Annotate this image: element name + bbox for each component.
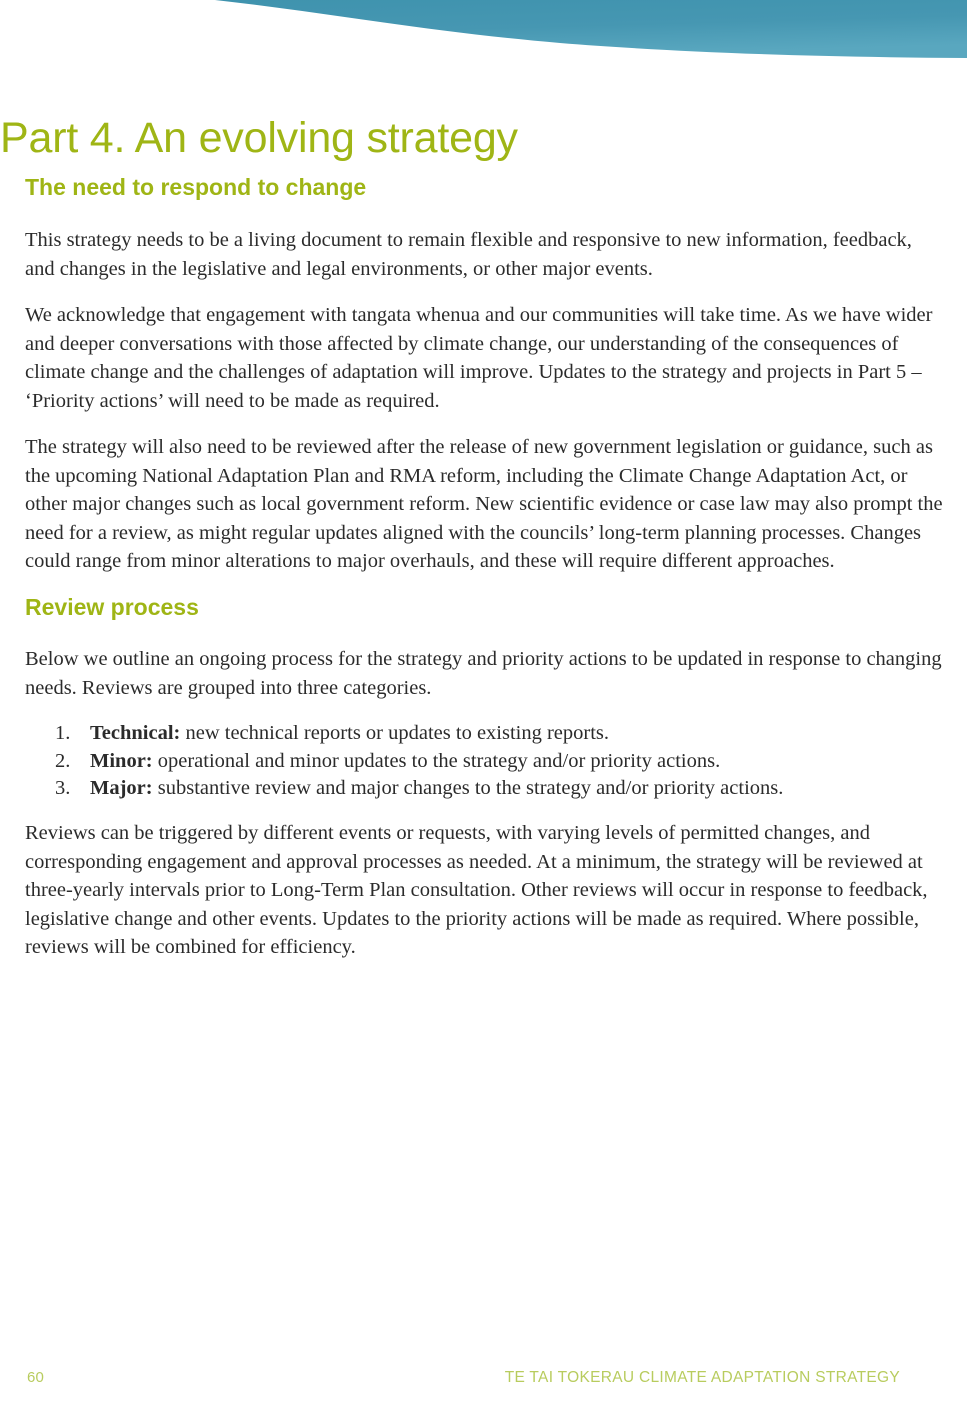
list-item-label: Major: [90,777,153,799]
list-item [25,775,946,803]
section-heading-review-process: Review process [25,594,199,620]
list-item-text: substantive review and major changes to the strategy and/or priority actions. [152,777,784,799]
page-footer [0,1369,967,1395]
list-item [25,720,946,748]
list-item-label: Technical: [90,722,181,744]
review-categories-list [25,720,946,803]
paragraph-engagement-tangata-whenua: We acknowledge that engagement with tangata whenua and our communities will take time. As we have wider and deeper conversations with those affected by climate change, our understanding of the consequences of climate change and the challenges of adaptation will improve. Updates to the strategy and projects in Part 5 – ‘Priority actions’ will need to be made as required. [25,304,933,412]
header-wave-decoration [0,0,967,90]
list-item-number: 3. [55,777,71,799]
page-number: 60 [27,1369,45,1386]
list-item [25,748,946,776]
footer-document-title: TE TAI TOKERAU CLIMATE ADAPTATION STRATEGY [504,1369,900,1386]
wave-shape-icon [0,0,967,90]
paragraph-review-triggers: Reviews can be triggered by different events or requests, with varying levels of permitted changes, and corresponding engagement and approval processes as needed. At a minimum, the strategy will be reviewed at three-yearly intervals prior to Long-Term Plan consultation. Other reviews will occur in response to feedback, legislative change and other events. Updates to the priority actions will be made as required. Where possible, reviews will be combined for efficiency. [25,822,928,959]
paragraph-review-intro: Below we outline an ongoing process for the strategy and priority actions to be updated in response to changing needs. Reviews are grouped into three categories. [25,648,942,699]
page-title: Part 4. An evolving strategy [0,113,518,162]
section-heading-need-to-respond: The need to respond to change [25,174,367,200]
list-item-number: 2. [55,749,71,772]
list-item-label: Minor: [90,749,153,772]
paragraph-review-after-legislation: The strategy will also need to be reviewed after the release of new government legislation or guidance, such as the upcoming National Adaptation Plan and RMA reform, including the Climate Change Adaptation Act, or other major changes such as local government reform. New scientific evidence or case law may also prompt the need for a review, as might regular updates aligned with the councils’ long-term planning processes. Changes could range from minor alterations to major overhauls, and these will require different approaches. [25,436,943,573]
list-item-text: operational and minor updates to the strategy and/or priority actions. [152,749,721,772]
list-item-text: new technical reports or updates to existing reports. [180,722,610,744]
list-item-number: 1. [55,722,71,744]
paragraph-living-document: This strategy needs to be a living document to remain flexible and responsive to new information, feedback, and changes in the legislative and legal environments, or other major events. [25,229,912,280]
